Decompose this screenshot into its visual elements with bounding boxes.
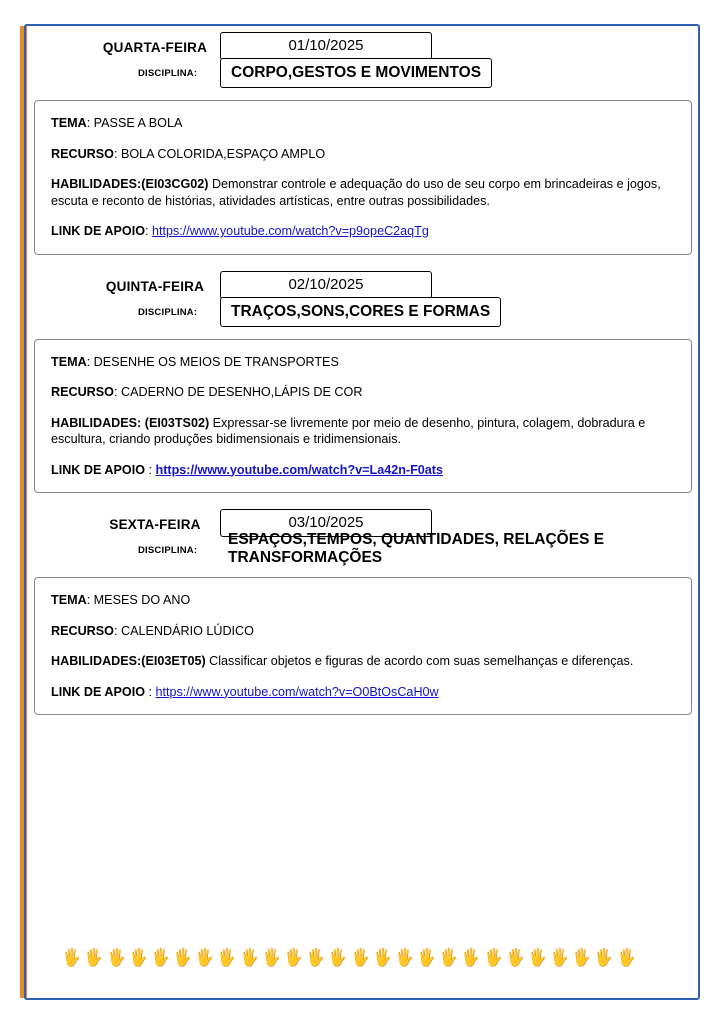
day-detail-box xyxy=(34,577,692,715)
habilidades-label: HABILIDADES:(EI03ET05) xyxy=(51,654,206,668)
day-header-row xyxy=(34,507,692,577)
day-detail-box xyxy=(34,339,692,494)
tema-label: TEMA xyxy=(51,354,87,369)
disciplina-field[interactable]: TRAÇOS,SONS,CORES E FORMAS xyxy=(220,297,501,327)
hand-print-icon: 🖐 xyxy=(240,948,259,967)
link-label: LINK DE APOIO xyxy=(51,684,145,699)
tema-value: : MESES DO ANO xyxy=(86,593,191,607)
habilidades-value: Demonstrar controle e adequação do uso de seu corpo em brincadeiras e jogos, escuta e reconto de histórias, atividades artísticas, entre outras possibilidades. xyxy=(51,177,661,208)
habilidades-line xyxy=(51,176,675,209)
disciplina-field[interactable]: CORPO,GESTOS E MOVIMENTOS xyxy=(220,58,492,88)
hand-print-icon: 🖐 xyxy=(373,948,392,967)
tema-value: : PASSE A BOLA xyxy=(86,116,183,130)
hand-print-icon: 🖐 xyxy=(594,948,613,967)
day-detail-box xyxy=(34,100,692,255)
link-label: LINK DE APOIO xyxy=(51,462,145,477)
day-block-wednesday xyxy=(34,30,692,255)
document-content xyxy=(34,30,692,995)
day-header-row xyxy=(34,269,692,339)
hand-print-icon: 🖐 xyxy=(461,948,480,967)
link-line xyxy=(51,684,675,701)
hand-print-icon: 🖐 xyxy=(617,948,636,967)
hand-print-icon: 🖐 xyxy=(129,948,148,967)
day-block-friday xyxy=(34,507,692,715)
recurso-label: RECURSO xyxy=(51,146,114,161)
hand-print-icon: 🖐 xyxy=(506,948,525,967)
link-label: LINK DE APOIO xyxy=(51,224,145,238)
habilidades-value: Classificar objetos e figuras de acordo com suas semelhanças e diferenças. xyxy=(205,654,634,668)
hand-print-icon: 🖐 xyxy=(351,948,370,967)
tema-label: TEMA xyxy=(51,593,87,607)
support-link[interactable]: https://www.youtube.com/watch?v=p9opeC2aqTg xyxy=(152,224,429,238)
recurso-value: : CADERNO DE DESENHO,LÁPIS DE COR xyxy=(113,385,363,399)
date-field[interactable]: 01/10/2025 xyxy=(220,32,432,60)
tema-line xyxy=(51,354,675,371)
weekday-label: QUARTA-FEIRA xyxy=(102,40,208,55)
recurso-line xyxy=(51,623,675,640)
hand-print-icon: 🖐 xyxy=(173,948,192,967)
recurso-value: : BOLA COLORIDA,ESPAÇO AMPLO xyxy=(113,146,326,161)
hand-print-icon: 🖐 xyxy=(62,948,81,967)
weekday-label: SEXTA-FEIRA xyxy=(109,517,201,532)
hand-print-icon: 🖐 xyxy=(439,948,458,967)
recurso-label: RECURSO xyxy=(51,385,114,399)
hand-print-icon: 🖐 xyxy=(572,948,591,967)
hand-print-icon: 🖐 xyxy=(151,948,170,967)
link-separator: : xyxy=(145,224,152,238)
recurso-label: RECURSO xyxy=(51,623,114,638)
recurso-value: : CALENDÁRIO LÚDICO xyxy=(113,623,254,638)
hand-print-icon: 🖐 xyxy=(395,948,414,967)
habilidades-line xyxy=(51,653,675,670)
disciplina-label: DISCIPLINA: xyxy=(138,68,198,79)
disciplina-label: DISCIPLINA: xyxy=(138,545,198,556)
hand-print-icon: 🖐 xyxy=(528,948,547,967)
habilidades-label: HABILIDADES:(EI03CG02) xyxy=(51,177,209,191)
link-line xyxy=(51,462,675,479)
hand-print-icon: 🖐 xyxy=(550,948,569,967)
tema-line xyxy=(51,115,675,132)
habilidades-line xyxy=(51,415,675,448)
weekday-label: QUINTA-FEIRA xyxy=(105,278,205,294)
tema-label: TEMA xyxy=(51,116,87,130)
habilidades-value: Expressar-se livremente por meio de desenho, pintura, colagem, dobradura e escultura, criando produções bidimensionais e tridimensionais. xyxy=(51,415,646,446)
support-link[interactable]: https://www.youtube.com/watch?v=O0BtOsCaH0w xyxy=(155,684,439,699)
hand-print-icon: 🖐 xyxy=(306,948,325,967)
link-separator: : xyxy=(145,684,156,699)
hand-print-icon: 🖐 xyxy=(484,948,503,967)
recurso-line xyxy=(51,146,675,163)
hand-prints-decoration xyxy=(34,940,664,976)
date-field[interactable]: 03/10/2025 xyxy=(220,509,432,537)
hand-print-icon: 🖐 xyxy=(85,948,104,967)
day-header-row xyxy=(34,30,692,100)
hand-print-icon: 🖐 xyxy=(284,948,303,967)
disciplina-field[interactable]: ESPAÇOS,TEMPOS, QUANTIDADES, RELAÇÕES E TRANSFORMAÇÕES xyxy=(228,531,605,566)
link-line xyxy=(51,223,675,240)
link-separator: : xyxy=(145,462,156,477)
hand-print-icon: 🖐 xyxy=(218,948,237,967)
support-link[interactable]: https://www.youtube.com/watch?v=La42n-F0ats xyxy=(155,462,443,477)
date-field[interactable]: 02/10/2025 xyxy=(220,271,432,299)
hand-print-icon: 🖐 xyxy=(417,948,436,967)
recurso-line xyxy=(51,384,675,401)
hand-print-icon: 🖐 xyxy=(195,948,214,967)
hand-print-icon: 🖐 xyxy=(107,948,126,967)
hand-print-icon: 🖐 xyxy=(262,948,281,967)
tema-line xyxy=(51,592,675,609)
hand-print-icon: 🖐 xyxy=(328,948,347,967)
tema-value: : DESENHE OS MEIOS DE TRANSPORTES xyxy=(86,354,339,369)
disciplina-label: DISCIPLINA: xyxy=(138,306,198,318)
habilidades-label: HABILIDADES: (EI03TS02) xyxy=(51,415,210,430)
day-block-thursday xyxy=(34,269,692,494)
